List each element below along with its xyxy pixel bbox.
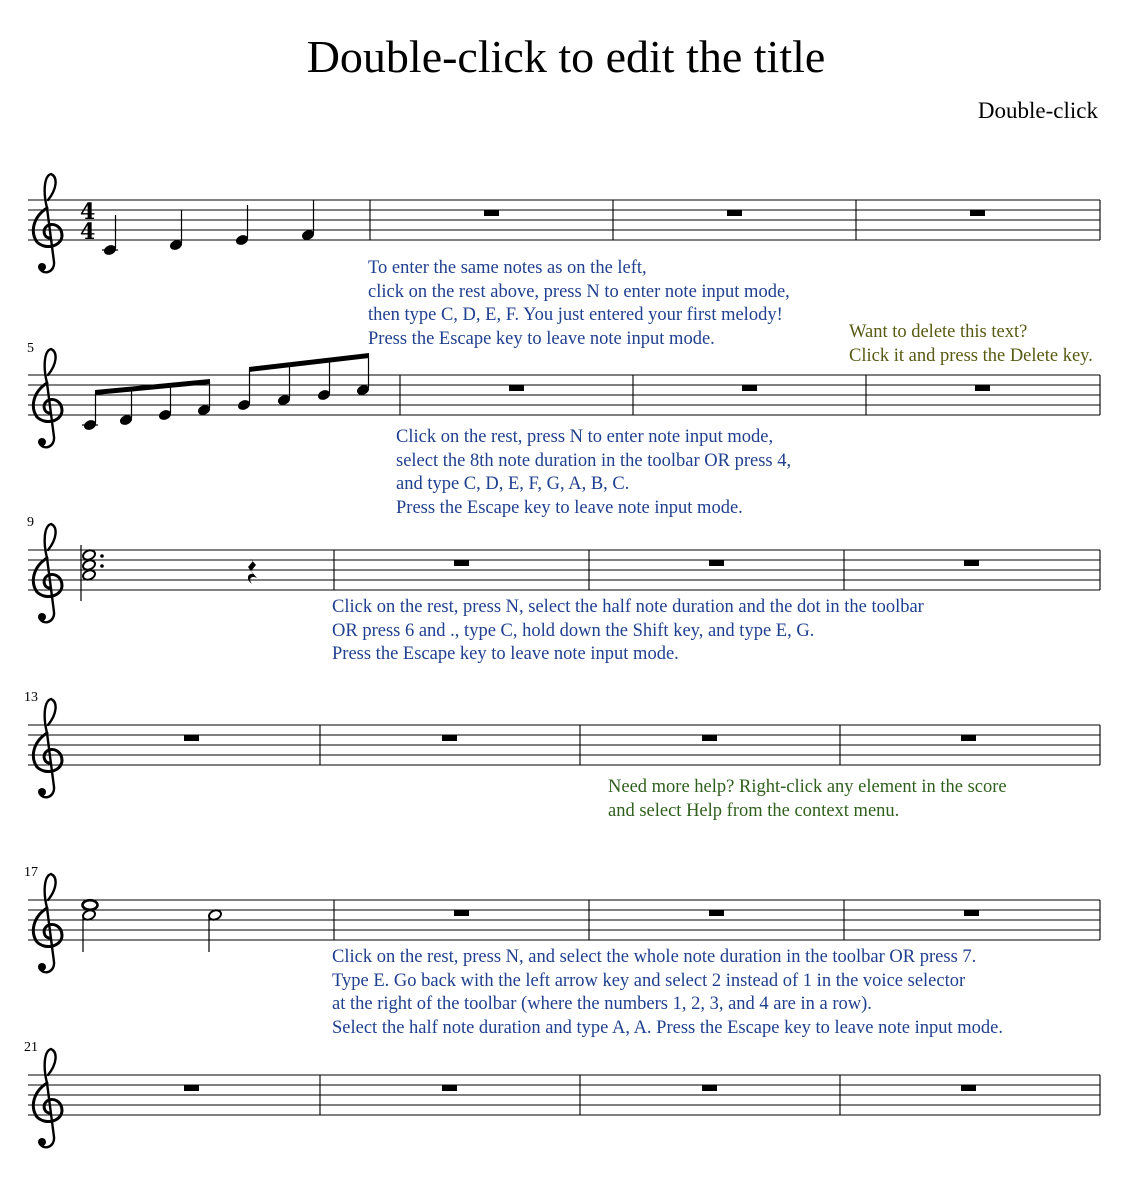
note-c4[interactable] (102, 215, 118, 257)
whole-rest[interactable] (509, 385, 524, 391)
treble-clef-icon[interactable] (33, 174, 62, 272)
staff-text-eighth-notes[interactable]: Click on the rest, press N to enter note input mode, select the 8th note duration in the toolbar OR press 4, and type C, D, E, F, G, A, B, C. Press the Escape key to leave note input mode. (396, 427, 792, 518)
whole-rest[interactable] (975, 385, 990, 391)
whole-rest[interactable] (454, 910, 469, 916)
whole-rest[interactable] (702, 1085, 717, 1091)
whole-rest[interactable] (964, 560, 979, 566)
whole-rest[interactable] (709, 910, 724, 916)
score-title[interactable]: Double-click to edit the title (306, 31, 826, 82)
time-signature-numerator[interactable]: 4 (80, 199, 96, 225)
whole-rest[interactable] (742, 385, 757, 391)
whole-rest[interactable] (184, 735, 199, 741)
whole-rest[interactable] (961, 735, 976, 741)
whole-rest[interactable] (484, 210, 499, 216)
staff-text-chord[interactable]: Click on the rest, press N, select the half note duration and the dot in the toolbar OR press 6 and ., type C, hold down the Shift key, and type E, G. Press the Escape key to leave note input mode. (332, 597, 924, 664)
staff-text-help[interactable]: Need more help? Right-click any element in the score and select Help from the context menu. (608, 777, 1007, 821)
treble-clef-icon[interactable] (33, 874, 62, 972)
whole-rest[interactable] (961, 1085, 976, 1091)
whole-rest[interactable] (442, 735, 457, 741)
whole-rest[interactable] (702, 735, 717, 741)
eighth-note-group-2[interactable] (237, 353, 371, 412)
staff-text-voices[interactable]: Click on the rest, press N, and select the whole note duration in the toolbar OR press 7. Type E. Go back with the left arrow key and select 2 instead of 1 in the voice selector at the right of the toolbar (where the numbers 1, 2, 3, and 4 are in a row). Select the half note duration and type A, A. Press the Escape key to leave note input mode. (332, 947, 1003, 1038)
measure-number[interactable]: 9 (27, 515, 34, 530)
measure-number[interactable]: 5 (27, 341, 34, 356)
staff-text-first-melody[interactable]: To enter the same notes as on the left, click on the rest above, press N to enter note input mode, then type C, D, E, F. You just entered your first melody! Press the Escape key to leave note input mode. (368, 258, 790, 349)
whole-rest[interactable] (442, 1085, 457, 1091)
staff-text-delete-hint[interactable]: Want to delete this text? Click it and press the Delete key. (849, 322, 1093, 366)
note-f4[interactable] (301, 200, 316, 242)
whole-note-voice-1[interactable] (83, 900, 98, 910)
measure-number[interactable]: 13 (24, 690, 38, 705)
treble-clef-icon[interactable] (33, 349, 62, 447)
note-e4[interactable] (235, 205, 250, 247)
treble-clef-icon[interactable] (33, 1049, 62, 1147)
whole-rest[interactable] (454, 560, 469, 566)
score-composer[interactable]: Double-click (977, 98, 1098, 123)
whole-rest[interactable] (970, 210, 985, 216)
measure-number[interactable]: 21 (24, 1040, 38, 1055)
note-d4[interactable] (169, 210, 184, 252)
treble-clef-icon[interactable] (33, 699, 62, 797)
whole-rest[interactable] (964, 910, 979, 916)
dotted-half-chord[interactable] (81, 545, 104, 601)
whole-rest[interactable] (727, 210, 742, 216)
whole-rest[interactable] (709, 560, 724, 566)
staff-system-6 (28, 1049, 1100, 1147)
whole-rest[interactable] (184, 1085, 199, 1091)
time-signature-denominator[interactable]: 4 (80, 219, 96, 245)
treble-clef-icon[interactable] (33, 524, 62, 622)
measure-number[interactable]: 17 (24, 865, 38, 880)
